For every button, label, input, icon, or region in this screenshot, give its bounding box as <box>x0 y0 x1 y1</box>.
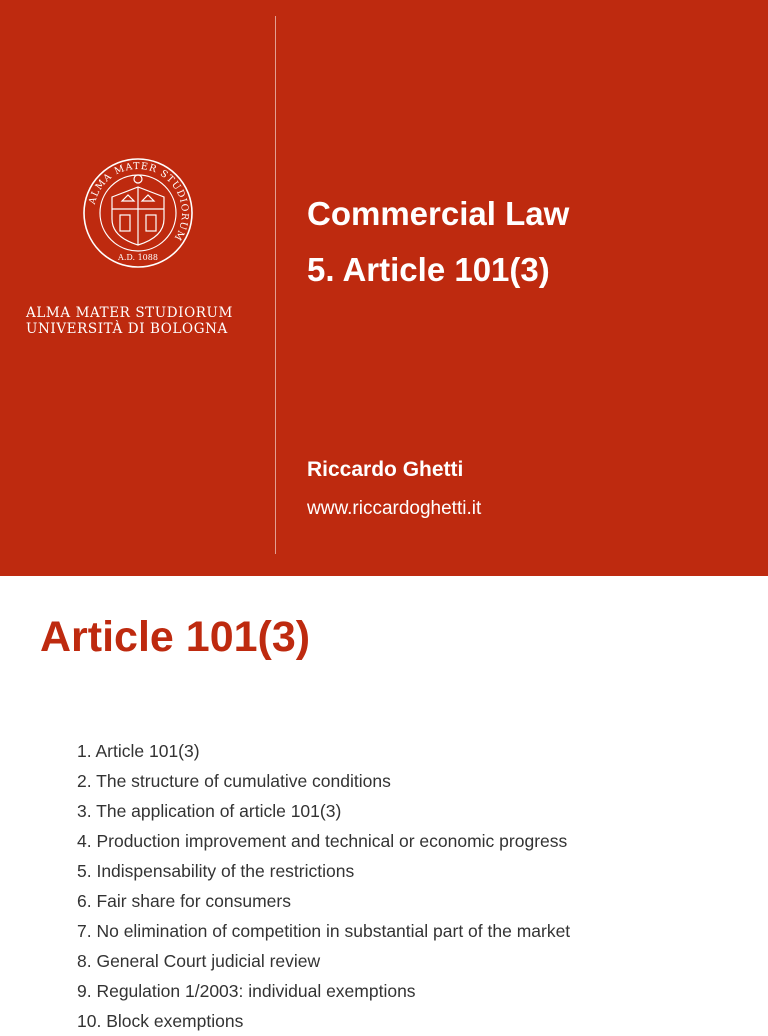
seal-date-text: A.D. 1088 <box>118 253 158 262</box>
toc-item: 6. Fair share for consumers <box>77 891 291 911</box>
contents-slide <box>0 576 768 1031</box>
toc-item: 5. Indispensability of the restrictions <box>77 861 355 881</box>
university-line-1: ALMA MATER STUDIORUM <box>26 305 233 321</box>
toc-item: 2. The structure of cumulative conditions <box>77 771 391 791</box>
seal-ring-text: ALMA MATER STUDIORUM <box>86 160 191 243</box>
course-titles <box>307 186 569 298</box>
toc-item: 8. General Court judicial review <box>77 951 321 971</box>
contents-heading: Article 101(3) <box>40 613 311 661</box>
toc-item: 1. Article 101(3) <box>77 741 200 761</box>
vertical-divider <box>275 16 276 554</box>
toc-item: 7. No elimination of competition in substantial part of the market <box>77 921 571 941</box>
university-name <box>26 305 251 337</box>
university-seal-icon <box>82 157 194 269</box>
toc-item: 10. Block exemptions <box>77 1011 244 1031</box>
course-title: Commercial Law <box>307 195 570 232</box>
author-name: Riccardo Ghetti <box>307 458 464 481</box>
lecture-title: 5. Article 101(3) <box>307 251 550 288</box>
toc-item: 9. Regulation 1/2003: individual exemptions <box>77 981 416 1001</box>
table-of-contents <box>77 736 570 1036</box>
toc-item: 3. The application of article 101(3) <box>77 801 342 821</box>
toc-item: 4. Production improvement and technical or economic progress <box>77 831 568 851</box>
university-line-2: UNIVERSITÀ DI BOLOGNA <box>26 321 228 337</box>
author-website-link[interactable]: www.riccardoghetti.it <box>307 498 482 519</box>
